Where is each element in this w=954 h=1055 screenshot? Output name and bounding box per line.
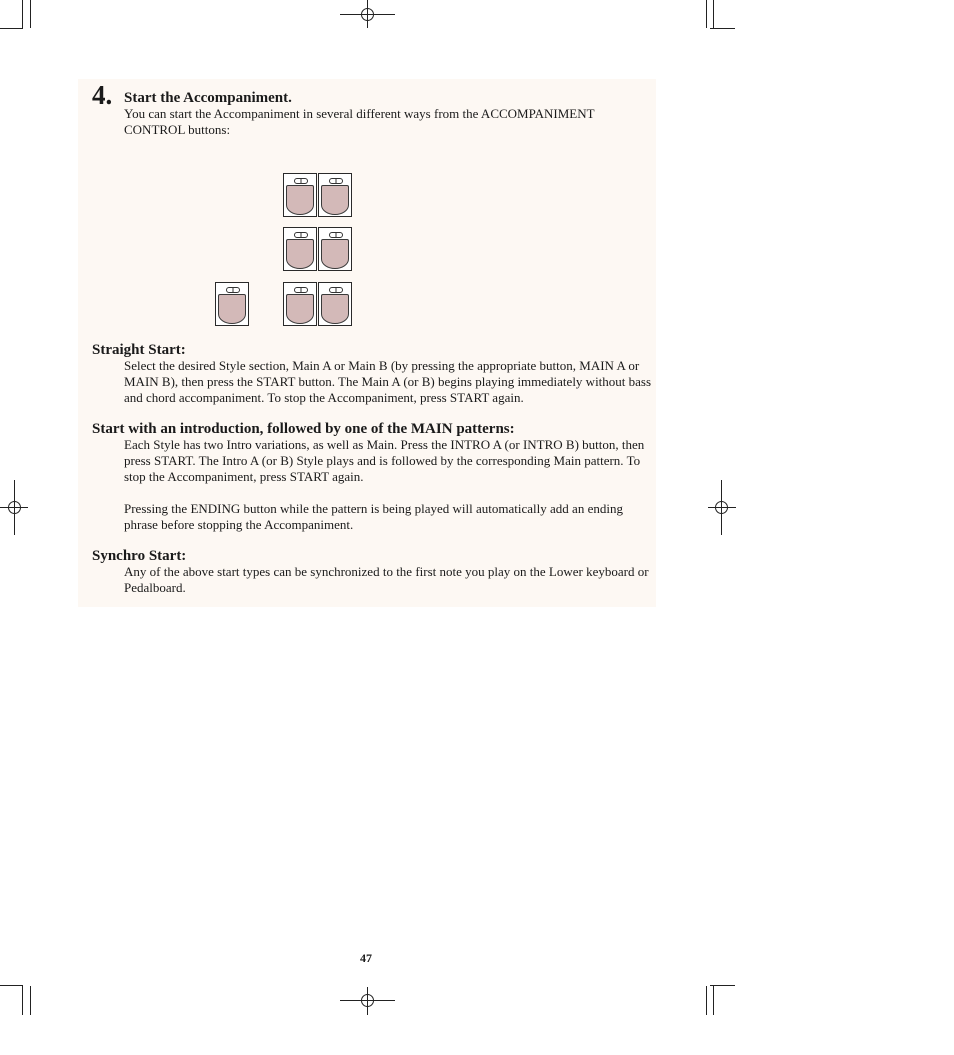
panel-button-icon <box>318 282 352 326</box>
straight-start-heading: Straight Start: <box>92 342 186 358</box>
step-number: 4. <box>92 80 113 110</box>
step-title: Start the Accompaniment. <box>124 90 292 106</box>
panel-button-icon <box>283 173 317 217</box>
panel-button-icon <box>283 227 317 271</box>
panel-button-icon <box>318 227 352 271</box>
intro-start-heading: Start with an introduction, followed by one of the MAIN patterns: <box>92 421 515 437</box>
ending-text: Pressing the ENDING button while the pattern is being played will automatically add an ending phrase before stopping the Accompaniment. <box>124 501 623 532</box>
panel-button-icon <box>318 173 352 217</box>
synchro-start-heading: Synchro Start: <box>92 548 187 564</box>
intro-start-text: Each Style has two Intro variations, as well as Main. Press the INTRO A (or INTRO B) button, then press START. The Intro A (or B) Style plays and is followed by the corresponding Main pattern. To stop the Accompaniment, press START again. <box>124 437 645 484</box>
page-number: 47 <box>360 951 372 965</box>
straight-start-text: Select the desired Style section, Main A or Main B (by pressing the appropriate button, MAIN A or MAIN B), then press the START button. The Main A (or B) begins playing immediately without bass and chord accompaniment. To stop the Accompaniment, press START again. <box>124 358 652 405</box>
synchro-start-text: Any of the above start types can be synchronized to the first note you play on the Lower keyboard or Pedalboard. <box>124 564 649 595</box>
panel-button-icon <box>283 282 317 326</box>
panel-button-icon <box>215 282 249 326</box>
step-intro-text: You can start the Accompaniment in several different ways from the ACCOMPANIMENT CONTROL buttons: <box>124 106 595 137</box>
